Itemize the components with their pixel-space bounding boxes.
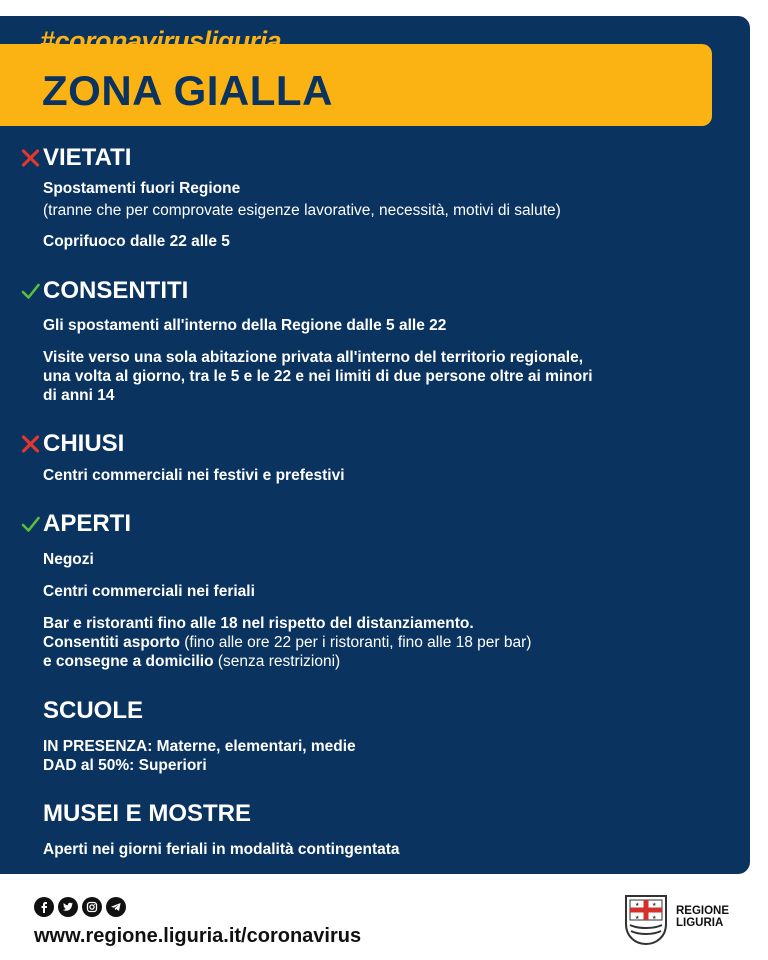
- check-icon: [20, 514, 41, 534]
- social-icons: [34, 897, 126, 917]
- aperti-item-1: Negozi: [43, 551, 94, 568]
- regione-liguria-logo-icon: [624, 894, 668, 946]
- aperti-item-3-line-3: [43, 652, 340, 671]
- consegne-note: (senza restrizioni): [217, 653, 341, 670]
- consentiti-item-2-line-1: Visite verso una sola abitazione privata all'interno del territorio regionale,: [43, 349, 584, 366]
- section-musei-title: MUSEI E MOSTRE: [43, 800, 252, 827]
- scuole-line-2: DAD al 50%: Superiori: [43, 757, 207, 774]
- website-url[interactable]: www.regione.liguria.it/coronavirus: [34, 925, 362, 947]
- section-consentiti-title: CONSENTITI: [43, 277, 189, 304]
- vietati-item-2: Coprifuoco dalle 22 alle 5: [43, 233, 230, 250]
- cross-icon: [20, 148, 41, 168]
- section-aperti-heading: [20, 509, 131, 539]
- aperti-item-2: Centri commerciali nei feriali: [43, 583, 255, 600]
- cross-icon: [20, 434, 41, 454]
- consentiti-item-1: Gli spostamenti all'interno della Regione dalle 5 alle 22: [43, 317, 447, 334]
- section-vietati-title: VIETATI: [43, 144, 132, 171]
- vietati-item-1-note-text: (tranne che per comprovate esigenze lavorative, necessità, motivi di salute): [43, 202, 561, 219]
- section-scuole-title: SCUOLE: [43, 697, 144, 724]
- section-chiusi-title: CHIUSI: [43, 430, 125, 457]
- telegram-icon[interactable]: [106, 897, 126, 917]
- section-vietati-heading: [20, 143, 131, 173]
- aperti-item-3-line-2: [43, 633, 531, 652]
- section-chiusi-heading: [20, 429, 124, 459]
- check-icon: [20, 281, 41, 301]
- chiusi-item-1: Centri commerciali nei festivi e prefestivi: [43, 467, 345, 484]
- logo-text: [676, 905, 729, 929]
- asporto-label: Consentiti asporto: [43, 634, 180, 651]
- facebook-icon[interactable]: [34, 897, 54, 917]
- vietati-item-1-note: [43, 201, 561, 220]
- musei-item-1: Aperti nei giorni feriali in modalità contingentata: [43, 841, 400, 858]
- aperti-item-3-line-1: Bar e ristoranti fino alle 18 nel rispetto del distanziamento.: [43, 615, 474, 632]
- svg-text:★: ★: [652, 902, 657, 908]
- consentiti-item-2-line-3: di anni 14: [43, 387, 115, 404]
- vietati-item-1: Spostamenti fuori Regione: [43, 180, 241, 197]
- svg-text:★: ★: [652, 915, 657, 921]
- consentiti-item-2-line-2: una volta al giorno, tra le 5 e le 22 e nei limiti di due persone oltre ai minori: [43, 368, 593, 385]
- logo-text-line-2: LIGURIA: [676, 917, 724, 929]
- instagram-icon[interactable]: [82, 897, 102, 917]
- asporto-note: (fino alle ore 22 per i ristoranti, fino alle 18 per bar): [184, 634, 532, 651]
- svg-text:★: ★: [635, 915, 640, 921]
- consegne-label: e consegne a domicilio: [43, 653, 214, 670]
- logo-text-line-1: REGIONE: [676, 905, 730, 917]
- section-aperti-title: APERTI: [43, 510, 132, 537]
- hashtag: #coronavirusliguria: [40, 26, 282, 56]
- svg-text:★: ★: [635, 902, 640, 908]
- section-consentiti-heading: [20, 276, 188, 306]
- twitter-icon[interactable]: [58, 897, 78, 917]
- scuole-line-1: IN PRESENZA: Materne, elementari, medie: [43, 738, 356, 755]
- zone-title: ZONA GIALLA: [42, 67, 333, 114]
